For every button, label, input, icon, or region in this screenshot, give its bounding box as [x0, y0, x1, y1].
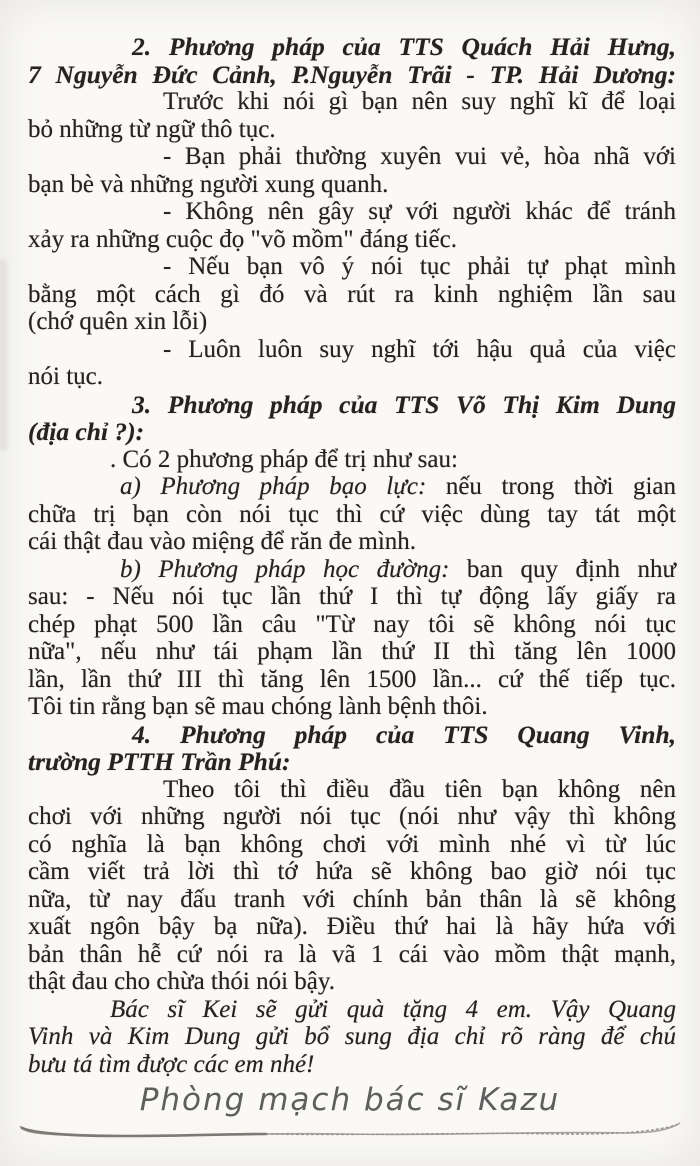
italic-lead: a) Phương pháp bạo lực: [120, 473, 427, 500]
text-line: trường PTTH Trần Phú: [28, 747, 291, 776]
text-line: bưu tá tìm được các em nhé! [28, 1050, 315, 1078]
text-line: (chớ quên xin lỗi) [28, 308, 208, 335]
text-line: (địa chỉ ?): [28, 417, 145, 446]
text-line: cái thật đau vào miệng để răn đe mình. [28, 528, 417, 555]
text-line: - Luôn luôn suy nghĩ tới hậu quả của việc [163, 335, 676, 363]
text-line: nữa", nếu như tái phạm lần thứ II thì tăng lên 1000 [28, 638, 676, 665]
text-line: Tôi tin rằng bạn sẽ mau chóng lành bệnh thôi. [28, 693, 488, 720]
text-line: bạn bè và những người xung quanh. [28, 170, 389, 198]
italic-lead: b) Phương pháp học đường: [120, 555, 450, 583]
text-line: 3. Phương pháp của TTS Võ Thị Kim Dung [132, 389, 676, 419]
footer-title: Phòng mạch bác sĩ Kazu [139, 1082, 561, 1118]
text-line: - Không nên gây sự với người khác để tránh [163, 198, 676, 225]
text-line: có nghĩa là bạn không chơi với mình nhé vì từ lúc [28, 830, 676, 858]
text-line: bằng một cách gì đó và rút ra kinh nghiệm lần sau [28, 280, 676, 308]
footer-rule-line [16, 1120, 684, 1142]
text-line: chơi với những người nói tục (nói như vậy thì không [28, 803, 676, 830]
text-line: 4. Phương pháp của TTS Quang Vinh, [132, 719, 676, 749]
page-footer [0, 1082, 700, 1142]
text-line: 7 Nguyễn Đức Cảnh, P.Nguyễn Trãi - TP. Hải Dương: [28, 59, 676, 89]
text-line: . Có 2 phương pháp để trị như sau: [110, 445, 458, 473]
text-line: Bác sĩ Kei sẽ gửi quà tặng 4 em. Vậy Quang [110, 995, 676, 1023]
text-line: 2. Phương pháp của TTS Quách Hải Hưng, [132, 32, 676, 61]
text-line: cầm viết trả lời thì tớ hứa sẽ không bao giờ nói tục [28, 858, 676, 885]
text-line: chép phạt 500 lần câu "Từ nay tôi sẽ không nói tục [28, 610, 676, 638]
text-block [28, 33, 676, 1078]
text-line: Trước khi nói gì bạn nên suy nghĩ kĩ để loại [163, 88, 676, 115]
text-line: a) Phương pháp bạo lực: nếu trong thời gian [120, 473, 676, 500]
text-line: thật đau cho chừa thói nói bậy. [28, 968, 335, 995]
scan-smudge [0, 260, 10, 450]
text-line: Vinh và Kim Dung gửi bổ sung địa chỉ rõ ràng để chú [28, 1023, 676, 1050]
text-line: Theo tôi thì điều đầu tiên bạn không nên [163, 775, 676, 803]
text-line: bỏ những từ ngữ thô tục. [28, 115, 276, 143]
text-line: chữa trị bạn còn nói tục thì cứ việc dùng tay tát một [28, 500, 676, 528]
text-line: - Bạn phải thường xuyên vui vẻ, hòa nhã với [163, 143, 676, 170]
text-line: nữa, từ nay đấu tranh với chính bản thân là sẽ không [28, 885, 676, 913]
text-line: sau: - Nếu nói tục lần thứ I thì tự động lấy giấy ra [28, 583, 676, 610]
text-line: xảy ra những cuộc đọ "võ mồm" đáng tiếc. [28, 225, 457, 253]
text-line: nói tục. [28, 363, 103, 390]
text-line: lần, lần thứ III thì tăng lên 1500 lần... cứ thế tiếp tục. [28, 665, 676, 693]
text-line: xuất ngôn bậy bạ nữa). Điều thứ hai là hãy hứa với [28, 913, 676, 940]
text-line: bản thân hễ cứ nói ra là vã 1 cái vào mồm thật mạnh, [28, 940, 676, 968]
text-line: b) Phương pháp học đường: ban quy định như [120, 555, 676, 583]
text-line: - Nếu bạn vô ý nói tục phải tự phạt mình [163, 253, 676, 280]
